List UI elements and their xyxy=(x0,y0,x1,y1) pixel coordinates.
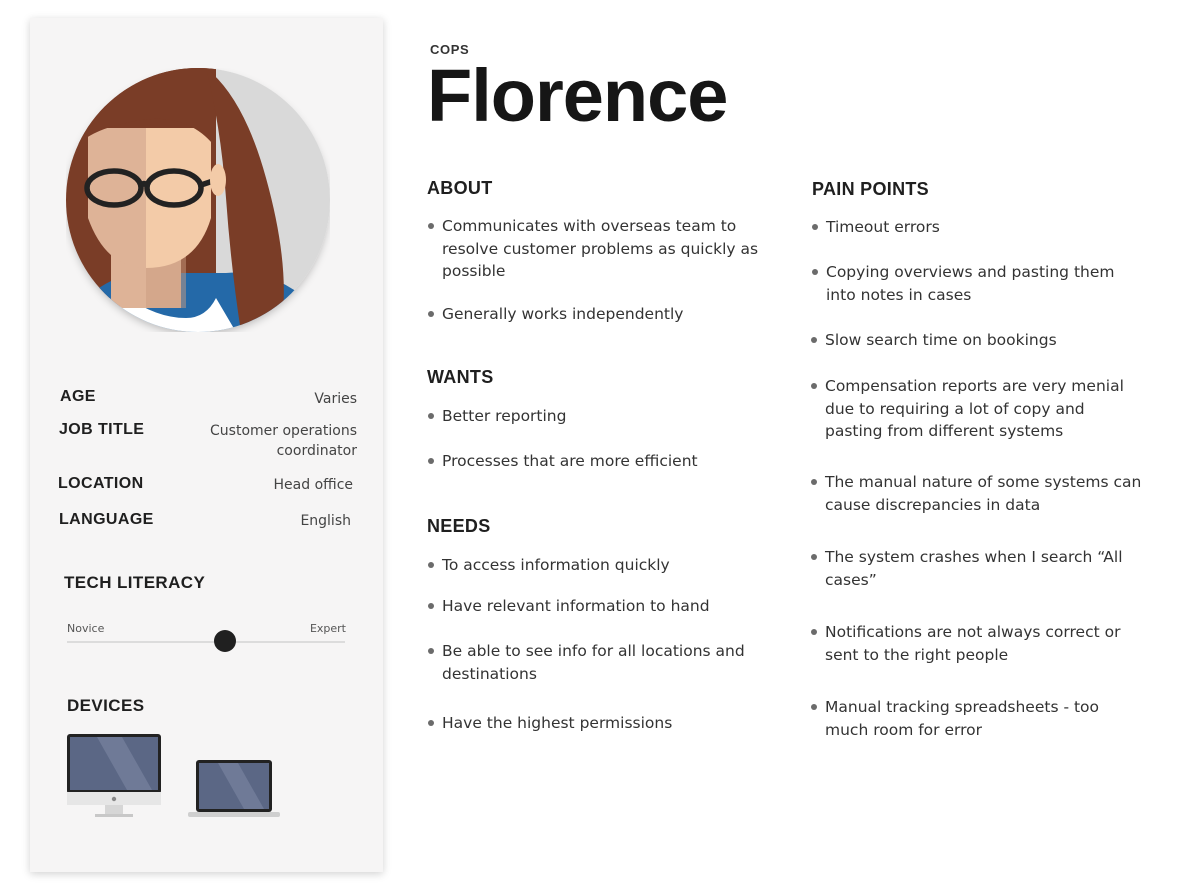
wants-item-2: Processes that are more efficient xyxy=(442,450,772,473)
age-label: AGE xyxy=(60,388,96,405)
language-label: LANGUAGE xyxy=(59,511,154,528)
tech-literacy-slider-knob xyxy=(214,630,236,652)
pain-point-4: Compensation reports are very menial due to requiring a lot of copy and pasting from different systems xyxy=(825,375,1145,443)
persona-name: Florence xyxy=(427,54,728,137)
pain-point-1: Timeout errors xyxy=(826,216,1166,239)
wants-item-1: Better reporting xyxy=(442,405,772,428)
pain-points-title: PAIN POINTS xyxy=(812,179,929,199)
tech-literacy-title: TECH LITERACY xyxy=(64,573,206,592)
tech-literacy-slider-track xyxy=(67,641,345,643)
needs-item-1: To access information quickly xyxy=(442,554,772,577)
about-item-1: Communicates with overseas team to resolve customer problems as quickly as possible xyxy=(442,215,772,283)
laptop-icon xyxy=(188,758,280,818)
desktop-icon xyxy=(67,734,161,818)
language-value: English xyxy=(300,513,351,529)
needs-item-3: Be able to see info for all locations and destinations xyxy=(442,640,752,685)
job-title-value-line1: Customer operations xyxy=(210,423,357,439)
job-title-label: JOB TITLE xyxy=(59,421,145,438)
pain-point-2: Copying overviews and pasting them into notes in cases xyxy=(826,261,1126,306)
profile-card xyxy=(30,18,383,872)
about-item-2: Generally works independently xyxy=(442,303,772,326)
persona-subtitle: COPS xyxy=(430,42,470,57)
devices-title: DEVICES xyxy=(67,696,145,715)
job-title-value-line2: coordinator xyxy=(276,443,357,459)
avatar xyxy=(66,68,330,332)
pain-point-5: The manual nature of some systems can cause discrepancies in data xyxy=(825,471,1170,516)
wants-title: WANTS xyxy=(427,367,494,387)
pain-point-7: Notifications are not always correct or sent to the right people xyxy=(825,621,1145,666)
slider-min-label: Novice xyxy=(67,622,105,635)
location-value: Head office xyxy=(273,477,353,493)
needs-item-2: Have relevant information to hand xyxy=(442,595,772,618)
needs-title: NEEDS xyxy=(427,516,491,536)
location-label: LOCATION xyxy=(58,475,144,492)
needs-item-4: Have the highest permissions xyxy=(442,712,772,735)
pain-point-3: Slow search time on bookings xyxy=(825,329,1165,352)
pain-point-8: Manual tracking spreadsheets - too much room for error xyxy=(825,696,1145,741)
pain-point-6: The system crashes when I search “All cases” xyxy=(825,546,1145,591)
slider-max-label: Expert xyxy=(309,622,346,635)
age-value: Varies xyxy=(314,391,357,407)
about-title: ABOUT xyxy=(427,178,493,198)
